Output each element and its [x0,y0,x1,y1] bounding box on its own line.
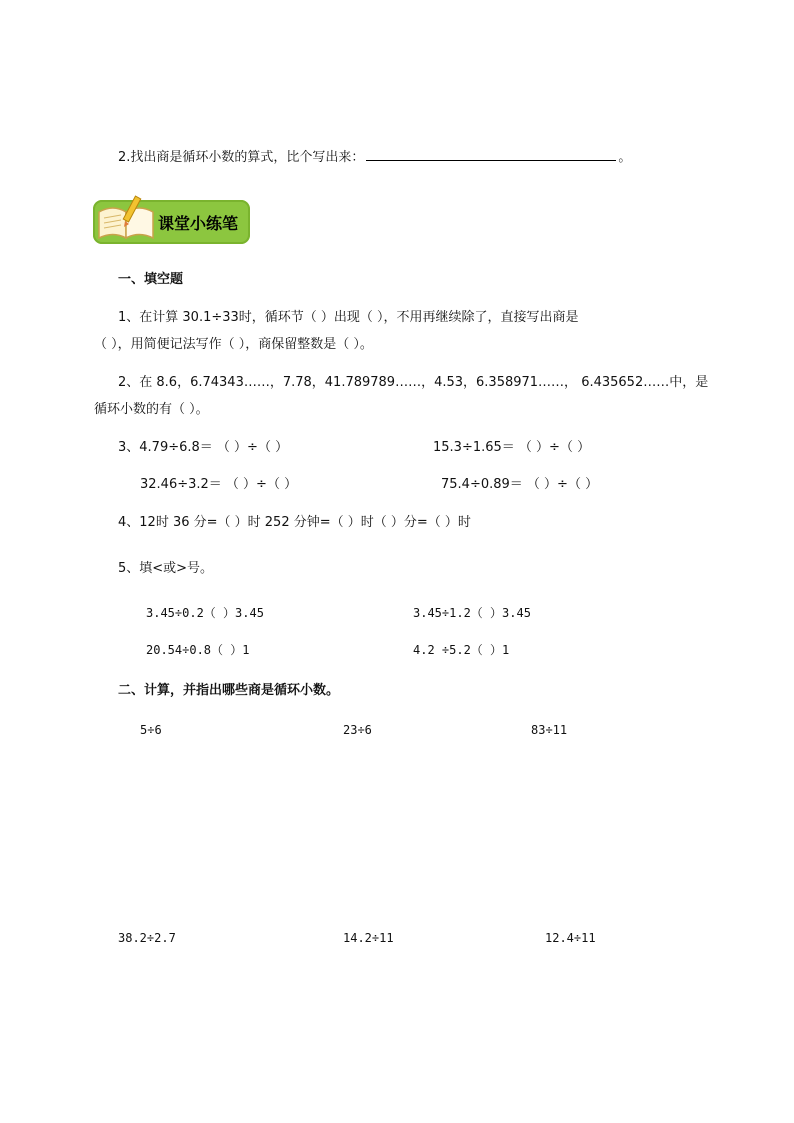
calc-problem: 83÷11 [531,723,568,737]
compare-item: 4.2 ÷5.2（ ）1 [413,643,510,657]
calc-problem: 14.2÷11 [343,931,394,945]
compare-item: 3.45÷0.2（ ）3.45 [146,606,264,620]
calc-problem: 12.4÷11 [545,931,596,945]
q1-line2: （ ），用简便记法写作（ ），商保留整数是（ ）。 [94,337,373,352]
q2-line2: 循环小数的有（ ）。 [94,402,209,417]
open-book-pencil-icon [95,194,157,244]
q2-line1: 2、在 8.6，6.74343……，7.78，41.789789……，4.53，6.358971……， 6.435652……中，是 [118,375,709,390]
q1-line1: 1、在计算 30.1÷33时，循环节（ ）出现（ ），不用再继续除了，直接写出商是 [118,310,579,325]
find-cyclic-text: 2.找出商是循环小数的算式，比个写出来： [118,150,365,165]
section1-title: 一、填空题 [118,272,184,287]
calc-problem: 23÷6 [343,723,372,737]
section-banner [93,200,250,244]
q3-item-c: 32.46÷3.2＝ （ ）÷（ ） [140,477,298,492]
banner-title: 课堂小练笔 [158,214,239,233]
find-cyclic-end: 。 [618,150,632,165]
q3-item-d: 75.4÷0.89＝ （ ）÷（ ） [441,477,599,492]
q5-title: 5、填<或>号。 [118,561,214,576]
compare-item: 20.54÷0.8（ ）1 [146,643,250,657]
q3-item-b: 15.3÷1.65＝ （ ）÷（ ） [433,440,591,455]
answer-blank-line[interactable] [366,148,616,161]
calc-problem: 38.2÷2.7 [118,931,176,945]
compare-item: 3.45÷1.2（ ）3.45 [413,606,531,620]
calc-problem: 5÷6 [140,723,162,737]
find-cyclic-question [118,146,631,165]
q3-item-a: 3、4.79÷6.8＝ （ ）÷（ ） [118,440,289,455]
q4-text: 4、12时 36 分=（ ）时 252 分钟=（ ）时（ ）分=（ ）时 [118,515,471,530]
section2-title: 二、计算，并指出哪些商是循环小数。 [118,683,340,698]
